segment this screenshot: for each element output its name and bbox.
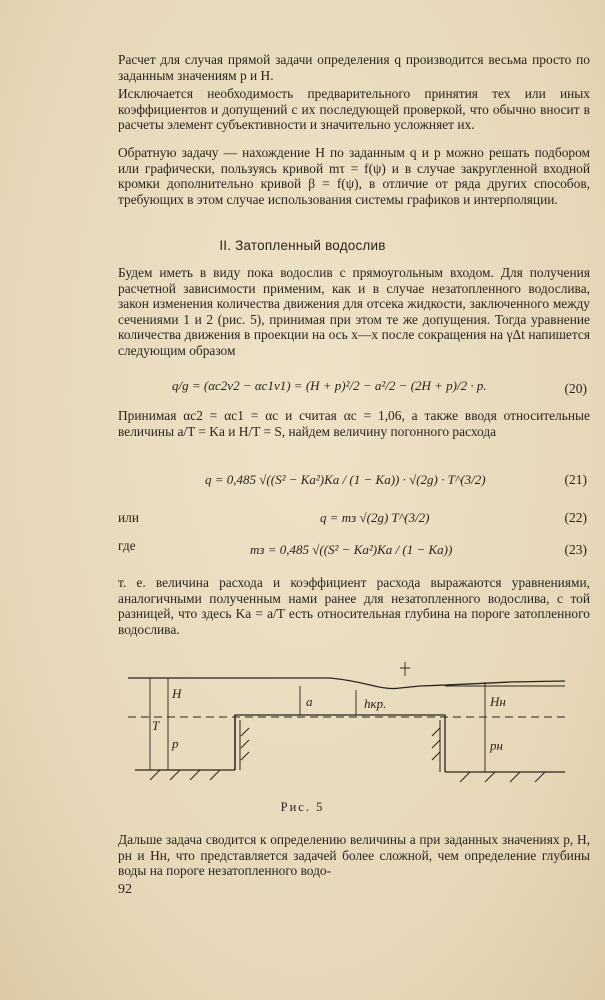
- section-heading: II. Затопленный водослив: [219, 238, 386, 253]
- fig-label-p: p: [172, 736, 179, 751]
- paragraph-7: Дальше задача сводится к определению величины a при заданных значениях p, H, pн и Hн, что представляется задачей более сложной, чем определение глубины воды на пороге незатопленного водо-: [118, 832, 590, 879]
- equation-22: q = mз √(2g) T^(3/2): [320, 510, 430, 525]
- fig-label-Hn: Hн: [490, 694, 506, 709]
- paragraph-4: Будем иметь в виду пока водослив с прямоугольным входом. Для получения расчетной зависимости применим, как и в случае незатопленного водослива, закон изменения количества движения для отсека жидкости, заключенного между сечениями 1 и 2 (рис. 5), принимая при этом те же допущения. Тогда уравнение количества движения в проекции на ось x—x после сокращения на γΔt напишется следующим образом: [118, 265, 590, 358]
- label-ili: или: [118, 510, 140, 525]
- paragraph-1: Расчет для случая прямой задачи определения q производится весьма просто по заданным значениям p и H.: [118, 52, 590, 83]
- fig-label-T: T: [152, 718, 160, 733]
- equation-number-21: (21): [564, 472, 587, 487]
- equation-21: q = 0,485 √((S² − Kа²)Kа / (1 − Kа)) · √(2g) · T^(3/2): [205, 472, 486, 487]
- figure-caption: Рис. 5: [280, 800, 325, 814]
- paragraph-3: Обратную задачу — нахождение H по заданным q и p можно решать подбором или графически, пользуясь кривой mτ = f(ψ) и в случае закругленной входной кромки дополнительно кривой β = f(ψ), в отличие от ряда других способов, требующих в этом случае использования системы графиков и интерполяции.: [118, 145, 590, 207]
- equation-number-23: (23): [564, 542, 587, 557]
- paragraph-2: Исключается необходимость предварительного принятия тех или иных коэффициентов и допущений с их последующей проверкой, что обычно вносит в расчеты элемент субъективности и значительно усложняет их.: [118, 86, 590, 133]
- paragraph-6: т. е. величина расхода и коэффициент расхода выражаются уравнениями, аналогичными полученным нами ранее для незатопленного водослива, с той разницей, что здесь Kа = a/T есть относительная глубина на пороге затопленного водослива.: [118, 575, 590, 637]
- fig-label-H: H: [172, 686, 182, 701]
- fig-label-a: a: [306, 694, 313, 709]
- equation-number-20: (20): [564, 381, 587, 396]
- label-gde: где: [118, 538, 136, 553]
- equation-23: mз = 0,485 √((S² − Kа²)Kа / (1 − Kа)): [250, 542, 453, 557]
- fig-label-hkr: hкр.: [364, 696, 387, 711]
- paragraph-5: Принимая αc2 = αc1 = αc и считая αc = 1,06, а также вводя относительные величины a/T = Kа и H/T = S, найдем величину погонного расхода: [118, 408, 590, 439]
- page-number: 92: [118, 882, 132, 897]
- equation-20: q/g = (αc2v2 − αc1v1) = (H + p)²/2 − a²/2 − (2H + p)/2 · p.: [172, 378, 487, 393]
- equation-number-22: (22): [564, 510, 587, 525]
- fig-label-pn: pн: [490, 738, 503, 753]
